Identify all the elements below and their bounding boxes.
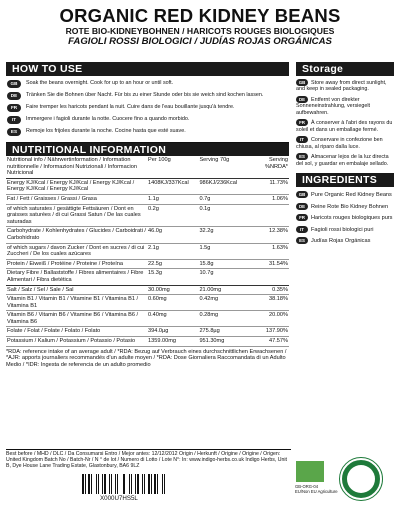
ingredient-row xyxy=(296,203,394,211)
nutrition-row xyxy=(6,204,289,227)
nutrition-row xyxy=(6,295,289,311)
nutrient-per100: 0.2g xyxy=(147,205,159,212)
eu-code-text: GB-ORG-04 xyxy=(295,484,319,489)
how-to-use-text: Tränken Sie die Bohnen über Nacht. Für bis zu einer Stunde oder bis sie weich sind kochen lassen. xyxy=(26,92,264,98)
right-column xyxy=(296,62,394,245)
barcode-bar xyxy=(85,474,86,494)
nutrient-nrda: 1.06% xyxy=(272,195,288,202)
nutrient-serving: 275.8µg xyxy=(199,328,220,335)
nutrient-per100: 394.0µg xyxy=(147,328,169,335)
nutrient-serving: 1.5g xyxy=(199,244,211,251)
barcode-bar xyxy=(115,474,116,494)
storage-list xyxy=(296,79,394,167)
nutrient-nrda xyxy=(255,204,289,227)
nutrition-col-serving: Serving 70g xyxy=(199,157,230,163)
nutrition-footnote: *RDA: reference intake of an average adult / *RDA: Bezug auf Verbrauch eines durchschnittlichen Erwachsenen / *AJR: apports journaliers recommandés d'un adulte moyen / *RDA: Dose Giornaliera Raccomandata di un Adulto Medio / *IDR: Ingesta de referencia de un adulto promedio xyxy=(6,348,287,368)
how-to-use-row xyxy=(6,104,289,112)
barcode-number: X000U7HS5L xyxy=(100,495,138,502)
nutrition-row xyxy=(6,259,289,269)
barcode-bar xyxy=(148,474,150,494)
barcode-bar xyxy=(104,474,106,494)
nutrition-row xyxy=(6,227,289,243)
barcode-bar xyxy=(102,474,103,494)
eu-organic-logo-icon xyxy=(296,461,324,482)
storage-row xyxy=(296,79,394,93)
nutrition-col-nrda: Serving %NRDA* xyxy=(264,157,288,170)
barcode-bar xyxy=(129,474,130,494)
how-to-use-text: Soak the beans overnight. Cook for up to an hour or until soft. xyxy=(26,80,174,86)
left-column xyxy=(6,62,289,368)
nutrient-name: Energy KJ/Kcal / Energy KJ/Kcal / Energy KJ/Kcal / Energy KJ/Kcal / Energy KJ/Kcal xyxy=(7,179,135,193)
barcode-bar xyxy=(162,474,163,494)
barcode-bar xyxy=(113,474,114,494)
ingredient-text: Reine Rote Bio Kidney Bohnen xyxy=(311,203,389,210)
how-to-use-text: Remoje los frijoles durante la noche. Cocine hasta que esté suave. xyxy=(26,128,186,134)
barcode-bar xyxy=(157,474,158,494)
nutrient-nrda xyxy=(255,269,289,285)
nutrient-serving: 0.1g xyxy=(199,205,211,212)
barcode-bar xyxy=(88,474,90,494)
nutrient-serving: 10.7g xyxy=(199,270,214,277)
ingredient-text: Haricots rouges biologiques purs xyxy=(311,215,393,222)
nutrient-per100: 15.3g xyxy=(147,270,162,277)
language-badge: IT xyxy=(296,226,308,233)
nutrient-nrda: 31.54% xyxy=(269,260,288,267)
nutrient-serving: 0.28mg xyxy=(199,312,219,319)
eu-note-text: EU/Non EU Agriculture xyxy=(295,489,338,494)
ingredients-list xyxy=(296,191,394,245)
language-badge: FR xyxy=(296,119,308,126)
storage-text: Conservare in confezione ben chiusa, al riparo dalla luce. xyxy=(296,137,383,150)
barcode-bar xyxy=(152,474,153,494)
nutrition-header-row xyxy=(6,156,289,178)
how-to-use-text: Immergere i fagioli durante la notte. Cuocere fino a quando morbido. xyxy=(26,116,190,122)
language-badge: DE xyxy=(296,203,308,210)
nutrient-serving: 0.7g xyxy=(199,195,211,202)
barcode-bar xyxy=(154,474,156,494)
nutrient-name: Carbohydrate / Kohlenhydrates / Glucides / Carboidrati / Carbohidrato xyxy=(7,228,146,241)
barcode-bar xyxy=(140,474,141,494)
barcode-bar xyxy=(123,474,124,494)
nutrient-serving: 21.00mg xyxy=(199,286,222,293)
barcode-bar xyxy=(93,474,95,494)
nutrient-name: of which sugars / davon Zucker / Dont en sucres / di cui Zuccheri / De los cuales azúcares xyxy=(7,244,145,258)
ingredient-row xyxy=(296,237,394,245)
nutrient-per100: 30.00mg xyxy=(147,286,170,293)
nutrition-row xyxy=(6,269,289,285)
nutrient-nrda: 11.73% xyxy=(269,179,288,186)
how-to-use-heading: HOW TO USE xyxy=(6,62,289,76)
nutrient-nrda: 38.18% xyxy=(269,296,288,303)
nutrition-col-name: Nutritional info / Nährwertinformation / Information nutritionnelle / Informazioni Nutrizionali / Informacion Nutricional xyxy=(7,157,137,177)
product-subtitle-de-fr: ROTE BIO-KIDNEYBOHNEN / HARICOTS ROUGES BIOLOGIQUES xyxy=(65,26,335,36)
storage-heading: Storage xyxy=(296,62,394,76)
ingredient-text: Pure Organic Red Kidney Beans xyxy=(311,192,392,199)
nutrient-name: Protein / Eiweiß / Protéine / Proteine / Proteína xyxy=(7,260,123,267)
barcode-bar xyxy=(137,474,139,494)
barcode-bar xyxy=(146,474,147,494)
nutrient-per100: 1.1g xyxy=(147,195,159,202)
language-badge: ES xyxy=(296,153,308,160)
barcode-bar xyxy=(111,474,113,494)
language-badge: GB xyxy=(7,80,21,88)
storage-text: Almacenar lejos de la luz directa del sol, y guardar en embalaje sellado. xyxy=(296,154,389,167)
nutrient-nrda: 1.63% xyxy=(272,244,288,251)
nutrient-name: Fat / Fett / Graisses / Grassi / Grasa xyxy=(7,195,97,202)
ingredients-heading: INGREDIENTS xyxy=(296,173,394,187)
product-title: ORGANIC RED KIDNEY BEANS xyxy=(59,5,341,26)
nutrient-per100: 1359.00mg xyxy=(147,338,176,345)
barcode-bar xyxy=(131,474,132,494)
nutrient-per100: 46.0g xyxy=(147,228,162,235)
ingredient-text: Fagioli rossi biologici puri xyxy=(311,226,374,233)
storage-row xyxy=(296,119,394,133)
barcode-bar xyxy=(132,474,134,494)
nutrient-name: Dietary Fibre / Ballaststoffe / Fibres alimentaires / Fibre Alimentari / Fibra dietética xyxy=(7,270,144,283)
nutrition-row xyxy=(6,243,289,259)
how-to-use-text: Faire tremper les haricots pendant la nuit. Cuire dans de l'eau bouillante jusqu'à tendre. xyxy=(26,104,235,110)
storage-text: À conserver à l'abri des rayons du soleil et dans un emballage fermé. xyxy=(296,120,393,133)
how-to-use-row xyxy=(6,116,289,124)
how-to-use-list xyxy=(6,80,289,136)
nutrient-nrda: 47.57% xyxy=(269,338,288,345)
nutrient-name: Vitamin B6 / Vitamin B6 / Vitamine B6 / Vitamina B6 / Vitamina B6 xyxy=(7,312,139,325)
ingredient-row xyxy=(296,214,394,222)
how-to-use-row xyxy=(6,128,289,136)
nutrient-serving: 15.8g xyxy=(199,260,214,267)
nutrient-per100: 1408KJ/337Kcal xyxy=(147,179,189,186)
nutrition-row xyxy=(6,311,289,327)
nutrient-serving: 32.2g xyxy=(199,228,214,235)
barcode-bar xyxy=(126,474,128,494)
ingredient-row xyxy=(296,191,394,199)
barcode-bar xyxy=(142,474,144,494)
barcode-bar xyxy=(151,474,152,494)
language-badge: ES xyxy=(7,128,21,136)
nutrition-row xyxy=(6,285,289,295)
nutrient-nrda: 137.90% xyxy=(265,328,288,335)
nutrient-nrda: 12.38% xyxy=(269,228,288,235)
nutrition-row xyxy=(6,327,289,337)
product-label xyxy=(0,6,400,506)
nutrient-name: Salt / Salz / Sel / Sale / Sal xyxy=(7,286,74,293)
language-badge: FR xyxy=(7,104,21,112)
nutrition-col-per100: Per 100g xyxy=(147,157,171,163)
nutrient-serving: 0.42mg xyxy=(199,296,219,303)
storage-text: Entfernt von direkter Sonneneinstrahlung, versiegelt aufbewahren. xyxy=(296,96,371,116)
storage-row xyxy=(296,153,394,167)
nutrient-per100: 0.60mg xyxy=(147,296,167,303)
barcode xyxy=(82,474,166,494)
barcode-bar xyxy=(144,474,145,494)
nutrition-heading: NUTRITIONAL INFORMATION xyxy=(6,142,289,156)
barcode-bar xyxy=(98,474,99,494)
barcode-bar xyxy=(119,474,121,494)
storage-row xyxy=(296,136,394,150)
language-badge: GB xyxy=(296,191,308,198)
organic-food-federation-seal-icon xyxy=(340,458,382,500)
nutrient-name: Potassium / Kalium / Potassium / Potassio / Potasio xyxy=(7,338,136,345)
how-to-use-row xyxy=(6,92,289,100)
barcode-bar xyxy=(135,474,136,494)
barcode-bar xyxy=(124,474,125,494)
language-badge: FR xyxy=(296,214,308,221)
ingredient-row xyxy=(296,226,394,234)
language-badge: ES xyxy=(296,237,308,244)
nutrient-per100: 22.5g xyxy=(147,260,162,267)
nutrition-row xyxy=(6,178,289,194)
nutrient-serving: 951.30mg xyxy=(199,338,225,345)
product-subtitle-it-es: FAGIOLI ROSSI BIOLOGICI / JUDÍAS ROJAS ORGÁNICAS xyxy=(68,36,332,47)
barcode-bar xyxy=(82,474,84,494)
nutrient-nrda: 20.00% xyxy=(269,312,288,319)
nutrient-serving: 986KJ/236Kcal xyxy=(199,179,238,186)
language-badge: GB xyxy=(296,79,308,86)
barcode-bar xyxy=(158,474,160,494)
language-badge: IT xyxy=(296,136,308,143)
nutrient-per100: 2.1g xyxy=(147,244,159,251)
nutrition-row xyxy=(6,194,289,204)
barcode-bar xyxy=(107,474,108,494)
barcode-bar xyxy=(91,474,92,494)
barcode-bar xyxy=(164,474,166,494)
nutrient-per100: 0.40mg xyxy=(147,312,167,319)
nutrient-name: of which saturates / gesättigte Fettsäuren / Dont en graisses saturées / di cui Grassi Satun / De las cuales saturadas xyxy=(7,205,141,225)
nutrient-nrda: 0.35% xyxy=(272,286,288,293)
storage-row xyxy=(296,96,394,116)
nutrition-row xyxy=(6,337,289,347)
barcode-bar xyxy=(99,474,101,494)
storage-text: Store away from direct sunlight, and keep in sealed packaging. xyxy=(296,79,387,93)
how-to-use-row xyxy=(6,80,289,88)
ingredient-text: Judías Rojas Orgánicas xyxy=(311,238,371,245)
language-badge: IT xyxy=(7,116,21,124)
nutrition-table xyxy=(6,156,289,347)
nutrient-name: Folate / Folat / Folate / Folato / Folato xyxy=(7,328,101,335)
nutrient-name: Vitamin B1 / Vitamin B1 / Vitamine B1 / Vitamina B1 / Vitamina B1 xyxy=(7,296,139,309)
barcode-bar xyxy=(96,474,97,494)
eu-organic-code xyxy=(295,484,338,494)
language-badge: DE xyxy=(296,96,308,103)
language-badge: DE xyxy=(7,92,21,100)
barcode-bar xyxy=(109,474,110,494)
batch-origin-text: Best before / MHD / DLC / Da Consumarsi Entro / Mejor antes: 12/12/2012 Origin / Herkunft / Origine / Origine / Origen: United Kingdom Batch No / Batch-Nr / N ° de lot / Numero di Lotto / Lote N°: In: www.indigo-herbs.co.uk Indigo Herbs, Unit B, Dye House Lane Trading Estate, Glastonbury, BA6 9LZ xyxy=(6,449,291,470)
barcode-bar xyxy=(117,474,119,494)
barcode-bar xyxy=(86,474,87,494)
